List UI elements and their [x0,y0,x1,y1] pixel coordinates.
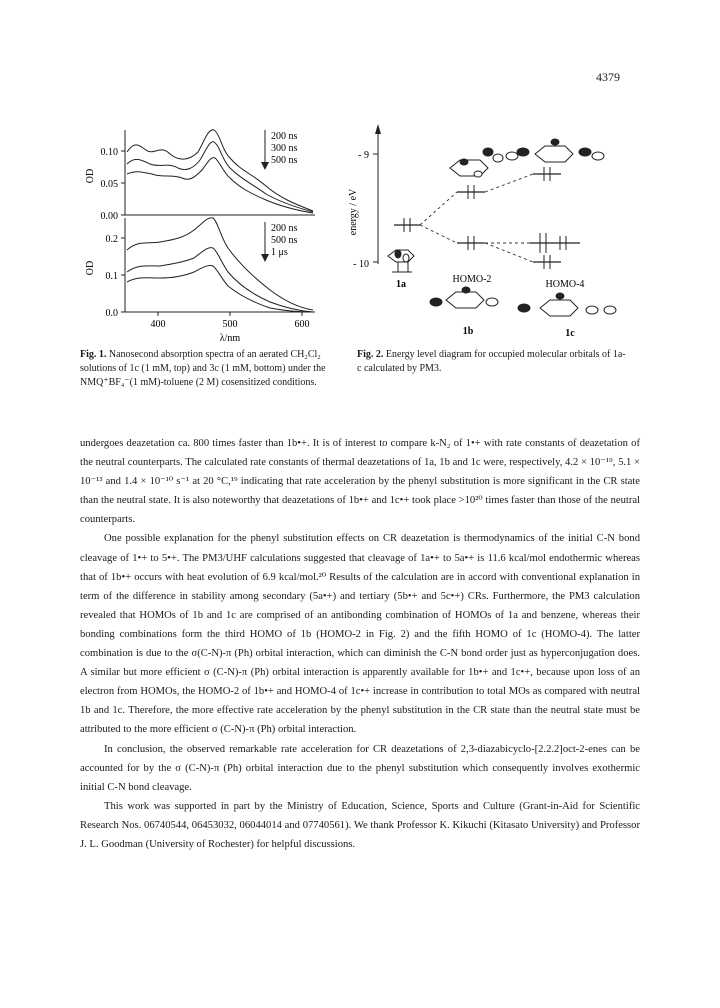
orbital-1b-top [450,148,503,177]
orbital-1c-top [506,139,604,162]
bottom-ylabel: OD [85,260,96,276]
figure-2-caption [357,348,627,376]
top-panel [85,130,315,222]
label-1a: 1a [396,279,406,290]
label-homo2: HOMO-2 [452,274,492,285]
level-1c-mid [530,233,580,253]
bottom-legend-2: 500 ns [271,235,298,246]
figure-1-caption-label: Fig. 1. [80,349,107,360]
xtick-400: 400 [150,319,166,330]
top-legend-1: 200 ns [271,131,298,142]
correlation-lines [420,174,533,262]
xtick-600: 600 [294,319,310,330]
bottom-panel [85,218,315,319]
level-1c-homo4 [533,255,561,269]
label-1c: 1c [565,328,575,339]
energy-tick-9: - 9 [358,150,369,161]
bottom-ytick-1: 0.2 [105,234,118,245]
figure-2-caption-label: Fig. 2. [357,349,384,360]
top-legend-3: 500 ns [271,155,298,166]
bottom-legend-1: 200 ns [271,223,298,234]
orbital-1a [388,250,414,272]
figure-2-energy-diagram [340,112,640,350]
level-1c-top [533,167,561,181]
bottom-ytick-2: 0.1 [105,271,118,282]
paragraph-3: In conclusion, the observed remarkable rate acceleration for CR deazetations of 2,3-diazabicyclo-[2.2.2]oct-2-enes can be accounted for by the σ (C-N)-π (Ph) orbital interaction due to the phenyl substitution which consequently involves exothermic initial C-N bond cleavage. [80,743,640,793]
energy-axis-label: energy / eV [348,188,359,236]
bottom-spectrum-1us [127,265,313,312]
level-1b-homo2 [457,236,485,250]
label-homo4: HOMO-4 [545,279,585,290]
page-number: 4379 [596,70,620,84]
orbital-1c-homo4 [518,293,616,316]
level-1a [394,218,420,232]
paragraph-1: undergoes deazetation ca. 800 times faster than 1b•+. It is of interest to compare k-N₂ of 1•+ with rate constants of deazetation of the neutral counterparts. The calculated rate constants of thermal deazetations of 1a, 1b and 1c were, respectively, 4.2 × 10⁻¹⁹, 5.1 × 10⁻¹³ and 1.4 × 10⁻¹⁰ s⁻¹ at 20 °C,¹⁹ indicating that rate acceleration by the phenyl substitution is more significant in the CR state than the neutral state. It is also noteworthy that deazetations of 1b•+ and 1c•+ took place >10²⁰ times faster than those of the neutral counterparts. [80,438,640,526]
figure-1-spectra [80,112,340,350]
figure-1-caption [80,348,350,390]
top-ytick-3: 0.00 [100,211,118,222]
top-ytick-2: 0.05 [100,179,118,190]
top-legend-2: 300 ns [271,143,298,154]
top-ytick-1: 0.10 [100,147,118,158]
paragraph-2: One possible explanation for the phenyl substitution effects on CR deazetation is thermodynamics of the initial C-N bond cleavage of 1•+ to 5•+. The PM3/UHF calculations suggested that cleavage of 1a•+ to 5a•+ is 11.6 kcal/mol endothermic whereas that of 1b•+ occurs with heat evolution of 6.9 kcal/mol.²⁰ Results of the calculation are in accord with conventional explanation in term of the difference in stability among secondary (5a•+) and tertiary (5b•+ and 5c•+) CRs. Furthermore, the PM3 calculation revealed that HOMOs of 1b and 1c are comprised of an antibonding combination of HOMOs of 1a and benzene, whereas their bonding combinations form the third HOMO of 1b (HOMO-2 in Fig. 2) and the fifth HOMO of 1c (HOMO-4). The latter combination is due to the σ(C-N)-π (Ph) orbital interaction, which can diminish the C-N bond order just as hyperconjugation does. A similar but more efficient σ (C-N)-π (Ph) orbital interaction is apparently available for 1b•+ and 1c•+, because upon loss of an electron from HOMOs, the HOMO-2 of 1b•+ and HOMO-4 of 1c•+ increase in contribution to total MOs as compared with neutral 1b and 1c. Therefore, the more effective rate acceleration by the phenyl substitution in the CR state than the neutral state must be attributed to the more efficient σ (C-N)-π (Ph) orbital interaction. [80,533,640,736]
x-axis-label: λ/nm [219,333,241,344]
figure-1-caption-text: Nanosecond absorption spectra of an aerated CH₂Cl₂ solutions of 1c (1 mM, top) and 3c (1 mM, bottom) under the NMQ⁺BF₄⁻(1 mM)-toluene (2 M) cosensitized conditions. [80,349,326,388]
orbital-1b-homo2 [430,287,498,308]
energy-tick-10: - 10 [353,259,369,270]
bottom-legend-3: 1 μs [271,247,288,258]
paragraph-4: This work was supported in part by the Ministry of Education, Science, Sports and Culture (Grant-in-Aid for Scientific Research Nos. 06740544, 06453032, 06044014 and 07740561). We thank Professor K. Kikuchi (Kitasato University) and Professor J. L. Goodman (University of Rochester) for helpful discussions. [80,800,640,850]
level-1b-top [457,185,485,199]
figure-2-caption-text: Energy level diagram for occupied molecular orbitals of 1a-c calculated by PM3. [357,349,626,374]
label-1b: 1b [462,326,474,337]
xtick-500: 500 [222,319,238,330]
top-ylabel: OD [85,168,96,184]
body-text [80,434,640,854]
bottom-ytick-3: 0.0 [105,308,118,319]
